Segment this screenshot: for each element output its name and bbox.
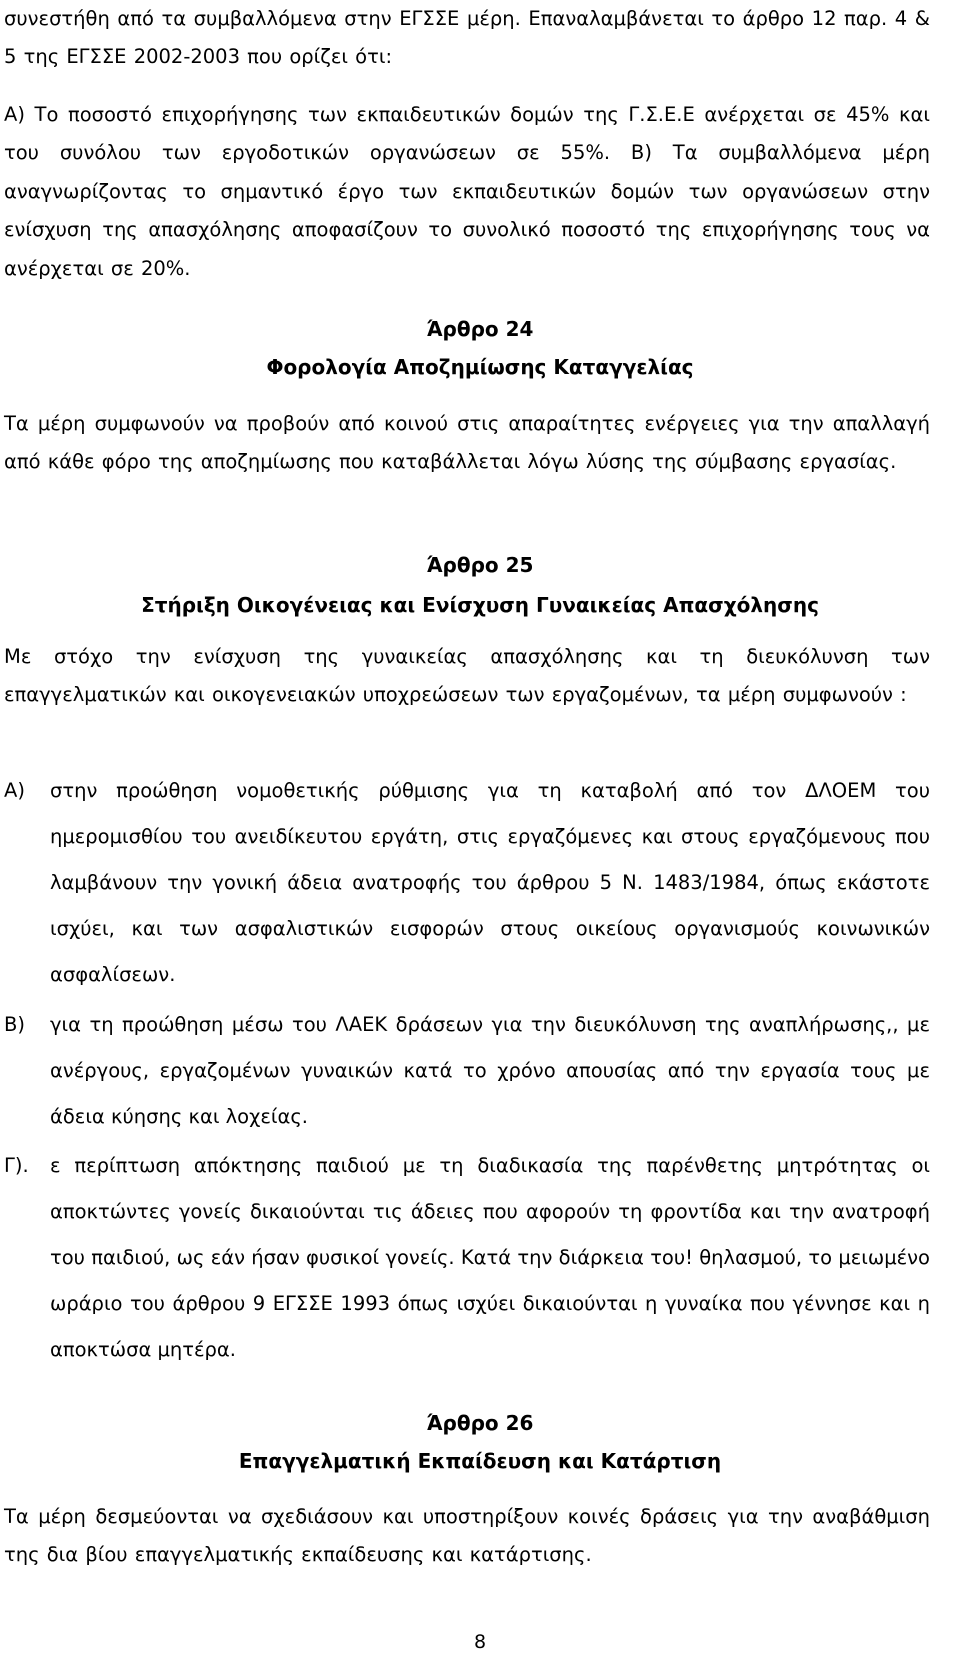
article-24-title: Φορολογία Αποζημίωσης Καταγγελίας — [266, 355, 694, 379]
article-24-body: Τα μέρη συμφωνούν να προβούν από κοινού στις απαραίτητες ενέργειες για την απαλλαγή από κάθε φόρο της αποζημίωσης που καταβάλλεται λόγω λύσης της σύμβασης εργασίας. — [4, 412, 930, 474]
article-26-title: Επαγγελματική Εκπαίδευση και Κατάρτιση — [238, 1449, 722, 1473]
item-marker: Γ). — [4, 1154, 29, 1177]
page-number: 8 — [473, 1631, 487, 1653]
item-text: στην προώθηση νομοθετικής ρύθμισης για τη καταβολή από τον ΔΛΟΕΜ του ημερομισθίου του ανειδίκευτου εργάτη, στις εργαζόμενες και στους εργαζόμενους που λαμβάνουν την γονική άδεια ανατροφής του άρθρου 5 Ν. 1483/1984, όπως εκάστοτε ισχύει, και των ασφαλιστικών εισφορών στους οικείους οργανισμούς κοινωνικών ασφαλίσεων. — [50, 779, 930, 986]
article-25-title: Στήριξη Οικογένειας και Ενίσχυση Γυναικείας Απασχόλησης — [141, 593, 819, 617]
article-25-number: Άρθρο 25 — [426, 553, 534, 577]
item-marker: Α) — [4, 779, 25, 802]
article-24-number: Άρθρο 24 — [426, 317, 534, 341]
item-marker: Β) — [4, 1013, 25, 1036]
intro-paragraph-a: Α) Το ποσοστό επιχορήγησης των εκπαιδευτικών δομών της Γ.Σ.Ε.Ε ανέρχεται σε 45% και του συνόλου των εργοδοτικών οργανώσεων σε 55%. Β) Τα συμβαλλόμενα μέρη αναγνωρίζοντας το σημαντικό έργο των εκπαιδευτικών δομών των οργανώσεων στην ενίσχυση της απασχόλησης αποφασίζουν το συνολικό ποσοστό της επιχορήγησης τους να ανέρχεται σε 20%. — [4, 103, 930, 280]
article-26-body: Τα μέρη δεσμεύονται να σχεδιάσουν και υποστηρίξουν κοινές δράσεις για την αναβάθμιση της δια βίου επαγγελματικής εκπαίδευσης και κατάρτισης. — [4, 1505, 930, 1567]
intro-paragraph: συνεστήθη από τα συμβαλλόμενα στην ΕΓΣΣΕ μέρη. Επαναλαμβάνεται το άρθρο 12 παρ. 4 & 5 της ΕΓΣΣΕ 2002-2003 που ορίζει ότι: — [4, 7, 930, 69]
article-26-number: Άρθρο 26 — [426, 1411, 534, 1435]
item-text: ε περίπτωση απόκτησης παιδιού με τη διαδικασία της παρένθετης μητρότητας οι αποκτώντες γονείς δικαιούνται τις άδειες που αφορούν τη φροντίδα και την ανατροφή του παιδιού, ως εάν ήσαν φυσικοί γονείς. Κατά την διάρκεια του! θηλασμού, το μειωμένο ωράριο του άρθρου 9 ΕΓΣΣΕ 1993 όπως ισχύει δικαιούνται η γυναίκα που γέννησε και η αποκτώσα μητέρα. — [50, 1154, 930, 1361]
item-text: για τη προώθηση μέσω του ΛΑΕΚ δράσεων για την διευκόλυνση της αναπλήρωσης,, με ανέργους, εργαζομένων γυναικών κατά το χρόνο απουσίας από την εργασία τους με άδεια κύησης και λοχείας. — [50, 1013, 930, 1128]
article-25-intro: Με στόχο την ενίσχυση της γυναικείας απασχόλησης και τη διευκόλυνση των επαγγελματικών και οικογενειακών υποχρεώσεων των εργαζομένων, τα μέρη συμφωνούν : — [4, 645, 930, 707]
